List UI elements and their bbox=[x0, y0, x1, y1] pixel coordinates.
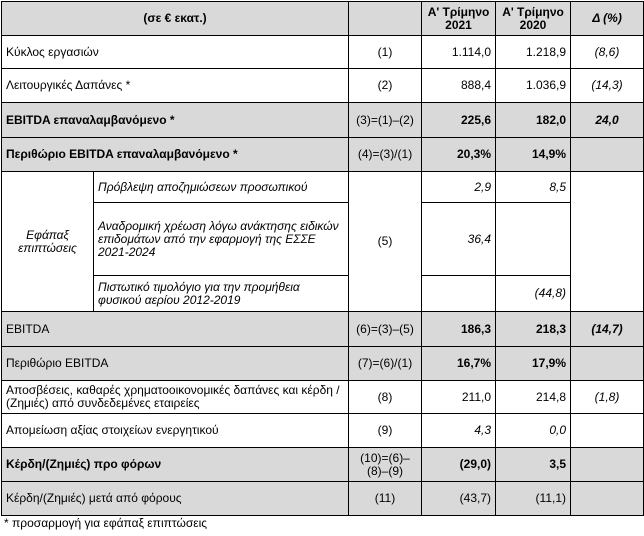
col-header-q1-2021: Α' Τρίμηνο 2021 bbox=[422, 2, 496, 36]
value-2021: 225,6 bbox=[422, 103, 496, 138]
row-note: (9) bbox=[349, 414, 422, 448]
one-off-section-label: Εφάπαξ επιπτώσεις bbox=[2, 172, 94, 312]
col-header-q1-2020: Α' Τρίμηνο 2020 bbox=[496, 2, 571, 36]
value-2020: 17,9% bbox=[496, 347, 571, 381]
row-label: Πρόβλεψη αποζημιώσεων προσωπικού bbox=[94, 172, 349, 203]
value-2021: 2,9 bbox=[422, 172, 496, 203]
delta-value: (8,6) bbox=[571, 36, 644, 69]
delta-value: (1,8) bbox=[571, 381, 644, 414]
value-2020: 1.218,9 bbox=[496, 36, 571, 69]
table-row-ebitda-margin bbox=[2, 347, 644, 381]
table-header-row bbox=[2, 2, 644, 36]
value-2020: 1.036,9 bbox=[496, 69, 571, 103]
table-row-impairment bbox=[2, 414, 644, 448]
delta-value bbox=[571, 414, 644, 448]
row-note: (1) bbox=[349, 36, 422, 69]
value-2020: 3,5 bbox=[496, 448, 571, 482]
table-row-gas-credit bbox=[2, 276, 644, 312]
value-2021: (43,7) bbox=[422, 482, 496, 516]
footnote: * προσαρμογή για εφάπαξ επιπτώσεις bbox=[4, 516, 208, 530]
row-label: EBITDA bbox=[2, 312, 349, 347]
table-row-ebitda-recurring bbox=[2, 103, 644, 138]
row-note: (6)=(3)–(5) bbox=[349, 312, 422, 347]
row-label: Πιστωτικό τιμολόγιο για την προμήθεια φυσικού αερίου 2012-2019 bbox=[94, 276, 349, 312]
delta-value: (14,7) bbox=[571, 312, 644, 347]
table-row-staff-provision bbox=[2, 172, 644, 203]
table-row-revenue bbox=[2, 36, 644, 69]
row-note: (10)=(6)–(8)–(9) bbox=[349, 448, 422, 482]
row-label: Περιθώριο EBITDA επαναλαμβανόμενο * bbox=[2, 138, 349, 172]
currency-header: (σε € εκατ.) bbox=[2, 2, 349, 36]
value-2021: 36,4 bbox=[422, 203, 496, 276]
row-label: Αναδρομική χρέωση λόγω ανάκτησης ειδικών επιδομάτων από την εφαρμογή της ΕΣΣΕ 2021-2024 bbox=[94, 203, 349, 276]
row-note: (11) bbox=[349, 482, 422, 516]
row-label: Περιθώριο EBITDA bbox=[2, 347, 349, 381]
row-label: Κέρδη/(Ζημιές) προ φόρων bbox=[2, 448, 349, 482]
row-note: (8) bbox=[349, 381, 422, 414]
row-label: Λειτουργικές Δαπάνες * bbox=[2, 69, 349, 103]
value-2021: 186,3 bbox=[422, 312, 496, 347]
table-row-retro-charge bbox=[2, 203, 644, 276]
value-2021 bbox=[422, 276, 496, 312]
value-2020: 8,5 bbox=[496, 172, 571, 203]
financial-results-table bbox=[1, 1, 644, 516]
table-row-opex bbox=[2, 69, 644, 103]
value-2020 bbox=[496, 203, 571, 276]
row-note: (7)=(6)/(1) bbox=[349, 347, 422, 381]
row-label: Αποσβέσεις, καθαρές χρηματοοικονομικές δαπάνες και κέρδη / (Ζημιές) από συνδεδεμένες εταιρείες bbox=[2, 381, 349, 414]
value-2021: 16,7% bbox=[422, 347, 496, 381]
value-2021: 20,3% bbox=[422, 138, 496, 172]
delta-value bbox=[571, 482, 644, 516]
value-2020: 14,9% bbox=[496, 138, 571, 172]
value-2021: 888,4 bbox=[422, 69, 496, 103]
value-2020: 182,0 bbox=[496, 103, 571, 138]
delta-value bbox=[571, 138, 644, 172]
delta-value: (14,3) bbox=[571, 69, 644, 103]
delta-value bbox=[571, 448, 644, 482]
row-label: Κύκλος εργασιών bbox=[2, 36, 349, 69]
value-2021: (29,0) bbox=[422, 448, 496, 482]
value-2021: 4,3 bbox=[422, 414, 496, 448]
col-header-delta: Δ (%) bbox=[571, 2, 644, 36]
row-label: Κέρδη/(Ζημιές) μετά από φόρους bbox=[2, 482, 349, 516]
row-note: (4)=(3)/(1) bbox=[349, 138, 422, 172]
table-row-depreciation bbox=[2, 381, 644, 414]
delta-value bbox=[571, 172, 644, 312]
value-2021: 1.114,0 bbox=[422, 36, 496, 69]
row-note: (2) bbox=[349, 69, 422, 103]
table-row-ebitda bbox=[2, 312, 644, 347]
table-row-pat bbox=[2, 482, 644, 516]
row-note: (5) bbox=[349, 172, 422, 312]
value-2020: (44,8) bbox=[496, 276, 571, 312]
value-2020: 218,3 bbox=[496, 312, 571, 347]
note-header bbox=[349, 2, 422, 36]
delta-value: 24,0 bbox=[571, 103, 644, 138]
table-row-pbt bbox=[2, 448, 644, 482]
row-label: EBITDA επαναλαμβανόμενο * bbox=[2, 103, 349, 138]
row-label: Απομείωση αξίας στοιχείων ενεργητικού bbox=[2, 414, 349, 448]
row-note: (3)=(1)–(2) bbox=[349, 103, 422, 138]
value-2020: (11,1) bbox=[496, 482, 571, 516]
value-2020: 214,8 bbox=[496, 381, 571, 414]
value-2021: 211,0 bbox=[422, 381, 496, 414]
table-row-ebitda-recurring-margin bbox=[2, 138, 644, 172]
delta-value bbox=[571, 347, 644, 381]
value-2020: 0,0 bbox=[496, 414, 571, 448]
